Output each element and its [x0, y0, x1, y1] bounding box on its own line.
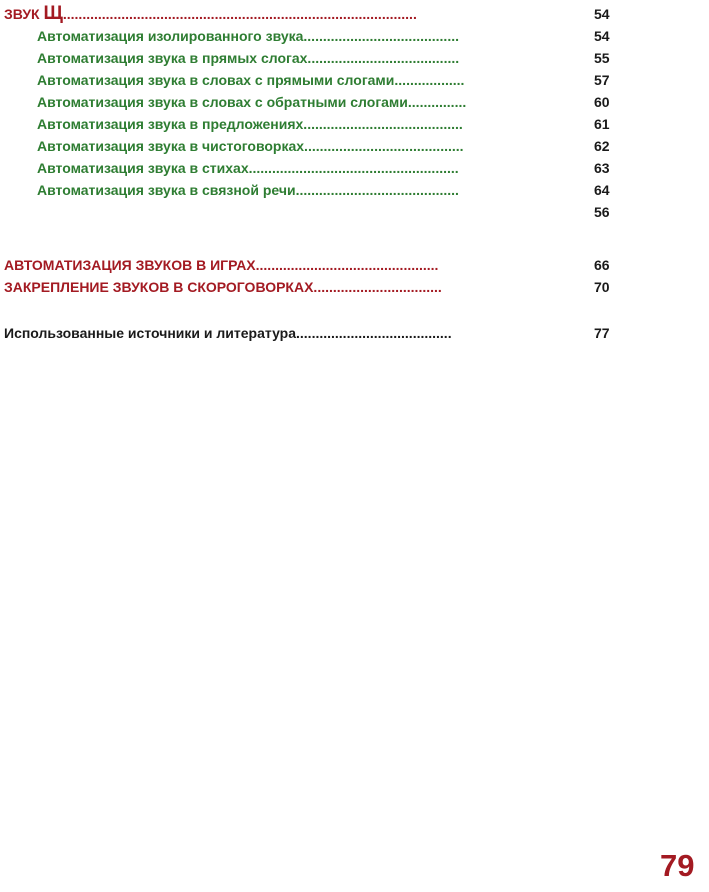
section-title-dots: ...........................................................................................: [62, 6, 417, 22]
orphan-page-number: 56: [594, 204, 610, 220]
subsection-page: 63: [594, 160, 610, 176]
toc-subsection[interactable]: [0, 135, 709, 157]
toc-subsection[interactable]: [0, 91, 709, 113]
subsection-text: Автоматизация звука в связной речи..........................................: [37, 182, 459, 198]
subsection-text: Автоматизация звука в стихах......................................................: [37, 160, 459, 176]
subsection-text: Автоматизация звука в прямых слогах.......................................: [37, 50, 460, 66]
section-title-prefix: ЗВУК: [4, 6, 44, 22]
toc-references[interactable]: [0, 322, 709, 344]
subsection-text: Автоматизация звука в чистоговорках.........................................: [37, 138, 464, 154]
chapter-text: ЗАКРЕПЛЕНИЕ ЗВУКОВ В СКОРОГОВОРКАХ.................................: [4, 279, 442, 295]
toc-subsection[interactable]: [0, 25, 709, 47]
subsection-page: 64: [594, 182, 610, 198]
chapter-page: 70: [594, 279, 610, 295]
subsection-text: Автоматизация изолированного звука........................................: [37, 28, 459, 44]
subsection-page: 60: [594, 94, 610, 110]
section-title-page: 54: [594, 6, 610, 22]
toc-subsection[interactable]: [0, 157, 709, 179]
toc-subsection[interactable]: [0, 47, 709, 69]
toc-chapter[interactable]: [0, 254, 709, 276]
toc-chapter[interactable]: [0, 276, 709, 298]
page-number: 79: [660, 848, 695, 883]
subsection-text: Автоматизация звука в словах с прямыми слогами..................: [37, 72, 465, 88]
chapter-page: 66: [594, 257, 610, 273]
chapter-text: АВТОМАТИЗАЦИЯ ЗВУКОВ В ИГРАХ...............................................: [4, 257, 439, 273]
subsection-page: 61: [594, 116, 610, 132]
toc-subsection[interactable]: [0, 179, 709, 201]
subsection-page: 62: [594, 138, 610, 154]
references-page: 77: [594, 325, 610, 341]
toc-orphan-page: [0, 201, 709, 223]
references-text: Использованные источники и литература........................................: [4, 325, 452, 341]
subsection-page: 54: [594, 28, 610, 44]
subsection-text: Автоматизация звука в предложениях.........................................: [37, 116, 463, 132]
subsection-page: 55: [594, 50, 610, 66]
toc-subsection[interactable]: [0, 113, 709, 135]
toc-subsection[interactable]: [0, 69, 709, 91]
subsection-text: Автоматизация звука в словах с обратными слогами...............: [37, 94, 467, 110]
subsection-page: 57: [594, 72, 610, 88]
toc-section-title[interactable]: [0, 3, 709, 25]
section-title-text: [4, 3, 582, 25]
section-title-letter: Щ: [43, 3, 63, 24]
